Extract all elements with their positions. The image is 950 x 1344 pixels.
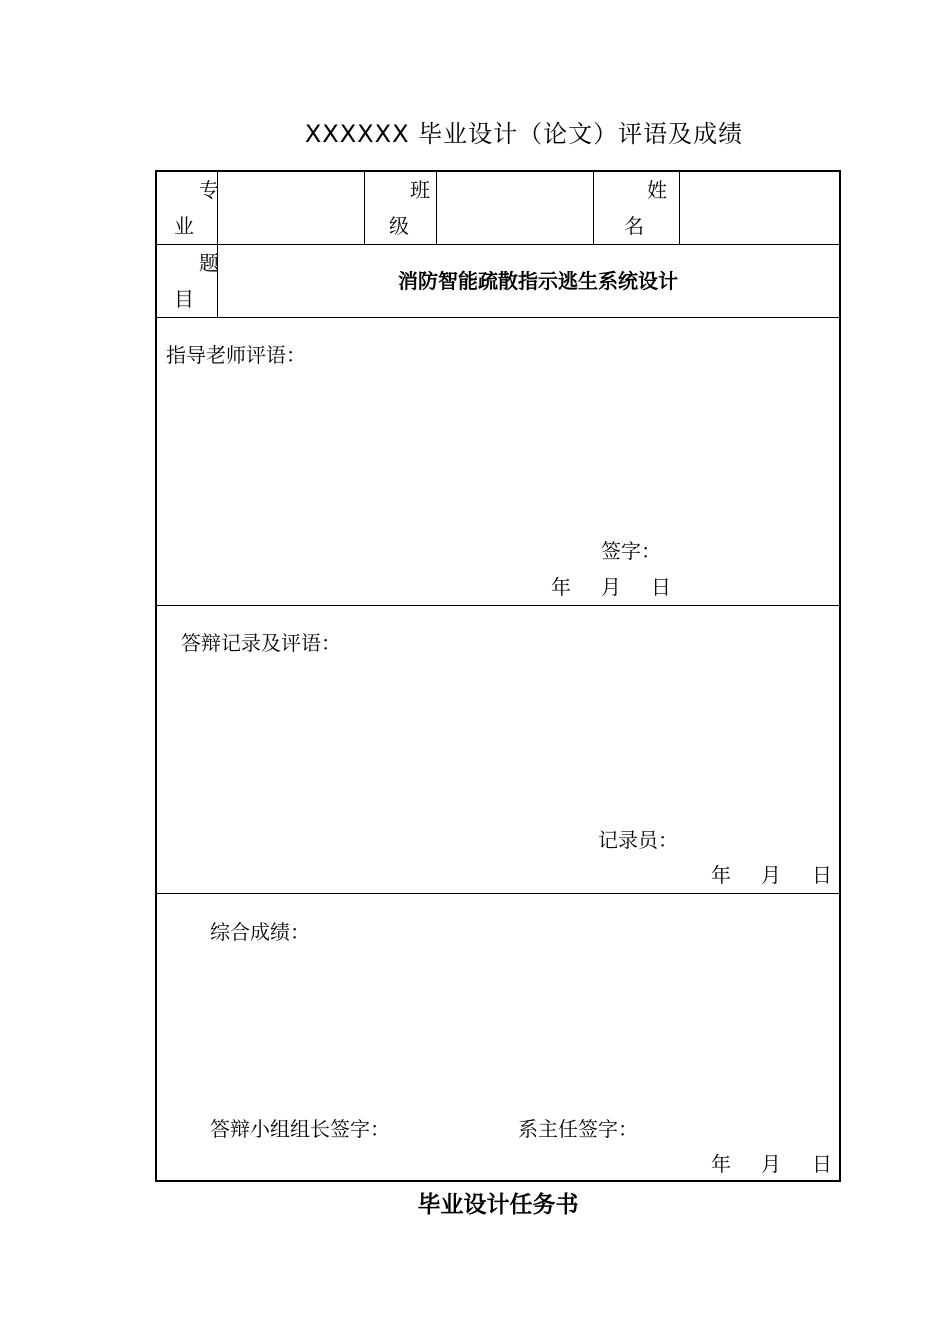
name-label-bottom: 名 <box>624 214 644 238</box>
major-label-bottom: 业 <box>174 214 194 238</box>
row-divider-topic <box>157 317 839 318</box>
overall-grade-label: 综合成绩： <box>210 920 310 944</box>
class-label-top: 班 <box>410 178 430 202</box>
topic-label-bottom: 目 <box>174 287 194 311</box>
topic-label-top: 题 <box>199 251 219 275</box>
name-label-top: 姓 <box>647 178 667 202</box>
defense-date-day: 日 <box>812 863 832 887</box>
defense-record-label: 答辩记录及评语： <box>181 631 341 655</box>
grade-date-year: 年 <box>711 1152 731 1176</box>
evaluation-form-table <box>155 170 841 1182</box>
topic-value: 消防智能疏散指示逃生系统设计 <box>398 269 678 293</box>
advisor-comment-label: 指导老师评语： <box>166 343 306 367</box>
grade-date-month: 月 <box>761 1152 781 1176</box>
advisor-date-year: 年 <box>551 575 571 599</box>
col-divider-class-value <box>593 172 594 244</box>
defense-date-year: 年 <box>711 863 731 887</box>
director-signature-label: 系主任签字： <box>518 1117 638 1141</box>
task-book-heading: 毕业设计任务书 <box>417 1192 579 1218</box>
advisor-signature-label: 签字： <box>601 539 661 563</box>
page-title: XXXXXX 毕业设计（论文）评语及成绩 <box>304 120 744 148</box>
defense-recorder-label: 记录员： <box>598 828 678 852</box>
class-label-bottom: 级 <box>389 214 409 238</box>
major-label-top: 专 <box>199 178 219 202</box>
row-divider-info <box>157 244 839 245</box>
grade-date-day: 日 <box>812 1152 832 1176</box>
col-divider-class-label <box>436 172 437 244</box>
advisor-date-month: 月 <box>601 575 621 599</box>
col-divider-name-label <box>679 172 680 244</box>
advisor-date-day: 日 <box>651 575 671 599</box>
defense-date-month: 月 <box>761 863 781 887</box>
leader-signature-label: 答辩小组组长签字： <box>210 1117 390 1141</box>
col-divider-major-value <box>364 172 365 244</box>
row-divider-advisor <box>157 605 839 606</box>
row-divider-defense <box>157 893 839 894</box>
